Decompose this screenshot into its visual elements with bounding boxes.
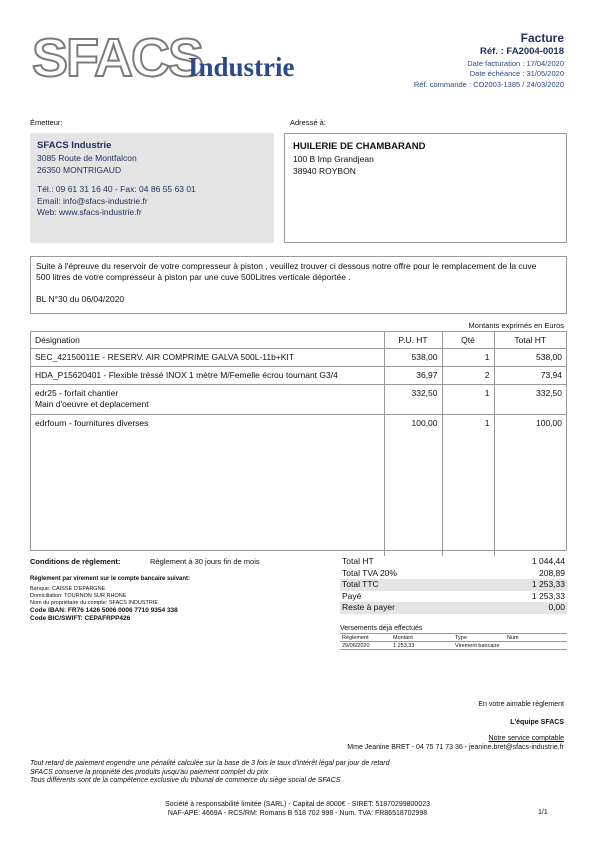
footer-line1: Société à responsabilité limitée (SARL) - Capital de 8000€ - SIRET: 51870299800023 bbox=[165, 801, 430, 808]
addressee-box bbox=[284, 133, 567, 243]
bank-iban: Code IBAN: FR76 1426 5006 0006 7710 9354 338 bbox=[30, 607, 178, 614]
page-number: 1/1 bbox=[538, 809, 548, 816]
row-detail: Main d'oeuvre et deplacement bbox=[35, 398, 149, 409]
row-total: 100,00 bbox=[536, 417, 562, 428]
footer-line2: NAF-APE: 4669A - RCS/RM: Romans B 518 702 998 - Num. TVA: FR86518702998 bbox=[167, 810, 428, 817]
company-logo bbox=[32, 30, 317, 86]
payments-made bbox=[340, 625, 567, 650]
note-line2: 500 litres de votre compresseur à piston par une cuve 500Litres verticale déportée . bbox=[36, 272, 351, 282]
date-echeance: Date échéance : 31/05/2020 bbox=[469, 69, 564, 78]
logo-brand: SFACS bbox=[32, 28, 203, 88]
col-total: Total HT bbox=[494, 332, 566, 348]
addressee-name: HUILERIE DE CHAMBARAND bbox=[293, 141, 426, 152]
total-label: Total TVA 20% bbox=[342, 567, 397, 578]
row-pu: 332,50 bbox=[384, 384, 442, 414]
payments-col-type: Type bbox=[455, 635, 467, 641]
payments-col-reglement: Règlement bbox=[342, 635, 369, 641]
total-tva-row bbox=[340, 568, 567, 580]
total-value: 1 044,44 bbox=[531, 556, 565, 566]
bank-name: Banque: CAISSE D'EPARGNE bbox=[30, 586, 106, 592]
legal-notes bbox=[30, 760, 389, 786]
table-row bbox=[31, 384, 566, 414]
closing-contact: Mme Jeanine BRET - 04 75 71 73 36 - jeanine.bret@sfacs-industrie.fr bbox=[347, 744, 564, 751]
row-total: 73,94 bbox=[494, 366, 566, 384]
paid-row bbox=[340, 591, 567, 603]
total-ht-row bbox=[340, 556, 567, 568]
legal-line1: Tout retard de paiement engendre une pénalité calculée sur la base de 3 fois le taux d'intérêt légal par jour de retard bbox=[30, 760, 390, 767]
emitter-address2: 26350 MONTRIGAUD bbox=[37, 164, 122, 175]
emitter-phone: Tél.: 09 61 31 16 40 - Fax: 04 86 55 63 01 bbox=[37, 184, 196, 194]
conditions-value: Règlement à 30 jours fin de mois bbox=[150, 557, 260, 566]
row-designation: SEC_42150011E - RESERV. AIR COMPRIME GALVA 500L-11b+KIT bbox=[31, 348, 384, 366]
emitter-box bbox=[30, 133, 274, 243]
payment-amount: 1 253,33 bbox=[393, 643, 415, 649]
emitter-email: Email: info@sfacs-industrie.fr bbox=[37, 195, 148, 206]
row-designation: HDA_P15620401 - Flexible tréssé INOX 1 mètre M/Femelle écrou tournant G3/4 bbox=[31, 366, 384, 384]
invoice-ref: Réf. : FA2004-0018 bbox=[480, 46, 564, 57]
emitter-address1: 3085 Route de Montfalcon bbox=[37, 153, 137, 163]
payment-date: 29/06/2020 bbox=[342, 643, 370, 649]
invoice-title: Facture bbox=[520, 31, 564, 45]
total-value: 208,89 bbox=[539, 567, 565, 578]
conditions-label: Conditions de règlement: bbox=[30, 557, 121, 566]
emitter-web: Web: www.sfacs-industrie.fr bbox=[37, 207, 142, 217]
payments-header bbox=[340, 634, 567, 642]
total-label: Payé bbox=[342, 590, 362, 601]
row-designation-cell bbox=[31, 384, 384, 414]
virement-title: Règlement par virement sur le compte bancaire suivant: bbox=[30, 576, 191, 582]
closing-greeting: En votre aimable règlement bbox=[478, 701, 564, 708]
closing-team: L'équipe SFACS bbox=[510, 719, 564, 726]
table-row bbox=[31, 414, 566, 556]
legal-line2: SFACS conserve la propriété des produits jusqu'au paiement complet du prix bbox=[30, 768, 269, 776]
invoice-lines-table bbox=[30, 331, 567, 551]
row-pu: 538,00 bbox=[384, 348, 442, 366]
bank-owner: Nom du propriétaire du compte: SFACS INDUSTRIE bbox=[30, 600, 159, 606]
row-qte: 2 bbox=[442, 366, 494, 384]
row-total: 332,50 bbox=[494, 384, 566, 414]
row-total: 538,00 bbox=[494, 348, 566, 366]
logo-subtitle: Industrie bbox=[188, 52, 295, 82]
col-pu: P.U. HT bbox=[384, 332, 442, 348]
table-header-row bbox=[31, 332, 566, 348]
table-row bbox=[31, 348, 566, 366]
total-label: Reste à payer bbox=[342, 602, 395, 612]
payments-col-num: Num bbox=[507, 635, 519, 641]
date-facturation: Date facturation : 17/04/2020 bbox=[467, 58, 564, 68]
total-ttc-row bbox=[340, 579, 567, 591]
payment-conditions bbox=[30, 557, 330, 623]
bank-domiciliation: Domiciliation: TOURNON SUR RHONE bbox=[30, 593, 127, 599]
remaining-row bbox=[340, 602, 567, 614]
ref-commande: Réf. commande : CO2003-1385 / 24/03/2020 bbox=[413, 79, 564, 89]
col-designation: Désignation bbox=[31, 332, 384, 348]
total-label: Total TTC bbox=[342, 579, 379, 589]
invoice-header bbox=[414, 31, 564, 89]
total-value: 0,00 bbox=[548, 602, 565, 612]
payment-type: Virement bancaire bbox=[455, 643, 500, 649]
row-qte: 1 bbox=[442, 414, 494, 556]
payments-col-montant: Montant bbox=[393, 635, 413, 641]
total-value: 1 253,33 bbox=[531, 579, 565, 589]
note-bl: BL N°30 du 06/04/2020 bbox=[36, 294, 125, 304]
addressee-address2: 38940 ROYBON bbox=[293, 165, 356, 176]
payments-title: Versements déjà effectués bbox=[340, 625, 567, 634]
emitter-name: SFACS Industrie bbox=[37, 140, 112, 151]
bank-bic: Code BIC/SWIFT: CEPAFRPP426 bbox=[30, 615, 131, 622]
note-line1: Suite à l'épreuve du reservoir de votre compresseur à piston , veuillez trouver ci dessous notre offre pour le remplacement de la cuve bbox=[36, 261, 537, 271]
col-qte: Qté bbox=[442, 332, 494, 348]
addressee-address1: 100 B Imp Grandjean bbox=[293, 154, 374, 164]
total-label: Total HT bbox=[342, 556, 374, 566]
row-pu: 36,97 bbox=[384, 366, 442, 384]
row-qte: 1 bbox=[442, 384, 494, 414]
row-designation: edrfourn - fournitures diverses bbox=[31, 414, 384, 556]
totals-block bbox=[340, 556, 567, 614]
closing-service: Notre service comptable bbox=[488, 735, 564, 742]
page-footer bbox=[0, 800, 595, 818]
currency-note: Montants exprimés en Euros bbox=[468, 321, 564, 330]
emitter-label: Émetteur: bbox=[30, 118, 63, 127]
note-box bbox=[30, 256, 567, 314]
legal-line3: Tous différents sont de la compétence exclusive du tribunal de commerce du siège social de SFACS bbox=[30, 777, 341, 784]
row-designation: edr25 - forfait chantier bbox=[35, 387, 119, 398]
row-qte: 1 bbox=[442, 348, 494, 366]
total-value: 1 253,33 bbox=[531, 590, 565, 601]
payment-row bbox=[340, 642, 567, 650]
table-row bbox=[31, 366, 566, 384]
row-pu: 100,00 bbox=[384, 414, 442, 556]
addressee-label: Adressé à: bbox=[290, 118, 326, 127]
